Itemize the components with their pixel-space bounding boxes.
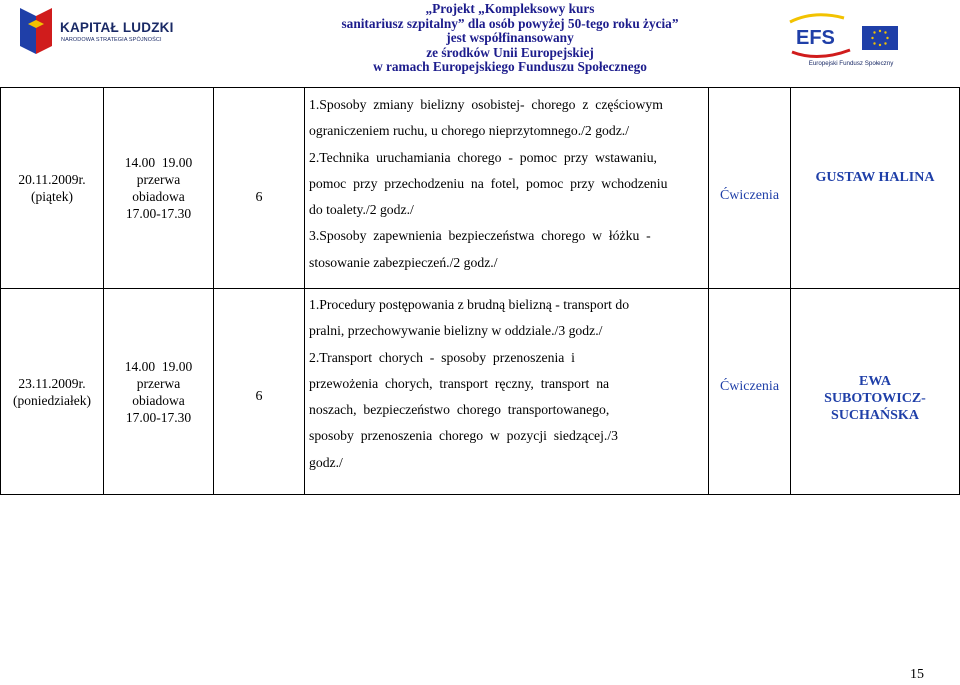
topic-line: do toalety./2 godz./ [309, 202, 414, 218]
project-line: jest współfinansowany [446, 30, 574, 46]
break-label-2: obiadowa [132, 189, 185, 204]
topic-line: godz./ [309, 454, 343, 470]
topic-line-text: 1.Sposoby zmiany bielizny osobistej- chorego z częściowym [309, 97, 663, 112]
efs-mark-icon [784, 10, 860, 60]
kapital-ludzki-logo [14, 6, 174, 64]
lecturer-cell [791, 289, 959, 507]
date: 23.11.2009r. [18, 375, 86, 391]
project-line: sanitariusz szpitalny” dla osób powyżej 50-tego roku życia” [341, 15, 679, 31]
kapital-ludzki-mark-icon [14, 6, 56, 56]
eu-flag-icon [862, 26, 898, 50]
topic-line: przewożenia chorych, transport ręczny, transport na [309, 375, 610, 391]
time-cell [104, 88, 213, 288]
topic-line: pralni, przechowywanie bielizny w oddziale./3 godz./ [309, 323, 603, 339]
date: 20.11.2009r. [18, 172, 86, 187]
weekday: (poniedziałek) [13, 392, 91, 408]
left-logo-name: KAPITAŁ LUDZKI [60, 20, 174, 35]
efs-acronym: EFS [796, 27, 835, 49]
lecturer-cell [791, 88, 959, 266]
time-range: 14.00 19.00 [124, 358, 193, 374]
break-label: przerwa [136, 172, 181, 187]
lecturer-name-line: EWA [859, 373, 891, 389]
topic-line: 2.Technika uruchamiania chorego - pomoc przy wstawaniu, [309, 149, 657, 165]
break-label: przerwa [136, 375, 181, 391]
right-logo-caption: Europejski Fundusz Społeczny [808, 60, 894, 67]
date-cell [1, 88, 103, 288]
lecturer-name-line: SUCHAŃSKA [831, 407, 919, 423]
topic-cell [309, 92, 703, 276]
project-line: ze środków Unii Europejskiej [426, 44, 594, 60]
break-label-2: obiadowa [132, 392, 185, 408]
project-line: w ramach Europejskiego Funduszu Społecznego [373, 59, 647, 75]
weekday: (piątek) [31, 189, 73, 204]
topic-line: 3.Sposoby zapewnienia bezpieczeństwa chorego w łóżku - [309, 228, 651, 244]
topic-line [309, 92, 703, 118]
topic-line: noszach, bezpieczeństwo chorego transportowanego, [309, 402, 610, 418]
topic-cell [309, 292, 703, 476]
topic-line: sposoby przenoszenia chorego w pozycji siedzącej./3 [309, 428, 619, 444]
hours-cell: 6 [255, 388, 263, 404]
topic-line: stosowanie zabezpieczeń./2 godz./ [309, 254, 498, 270]
time-range: 14.00 19.00 [124, 155, 193, 170]
page-number: 15 [910, 667, 924, 682]
hours-cell: 6 [255, 190, 263, 205]
date-cell [1, 289, 103, 494]
project-line: „Projekt „Kompleksowy kurs [425, 1, 595, 16]
break-time: 17.00-17.30 [125, 409, 192, 425]
lecturer-name-line: SUBOTOWICZ- [824, 390, 926, 406]
class-type-cell: Ćwiczenia [719, 378, 780, 394]
topic-line: ograniczeniem ruchu, u chorego nieprzytomnego./2 godz./ [309, 123, 630, 139]
efs-logo [784, 8, 902, 78]
break-time: 17.00-17.30 [125, 206, 192, 221]
topic-line: 1.Procedury postępowania z brudną bielizną - transport do [309, 297, 630, 312]
time-cell [104, 289, 213, 494]
lecturer-name: GUSTAW HALINA [815, 169, 935, 185]
left-logo-subtitle: NARODOWA STRATEGIA SPÓJNOŚCI [61, 37, 162, 43]
topic-line: 2.Transport chorych - sposoby przenoszenia i [309, 349, 575, 365]
class-type-cell: Ćwiczenia [719, 187, 780, 203]
topic-line: pomoc przy przechodzeniu na fotel, pomoc przy wchodzeniu [309, 175, 668, 191]
project-header [250, 2, 770, 75]
